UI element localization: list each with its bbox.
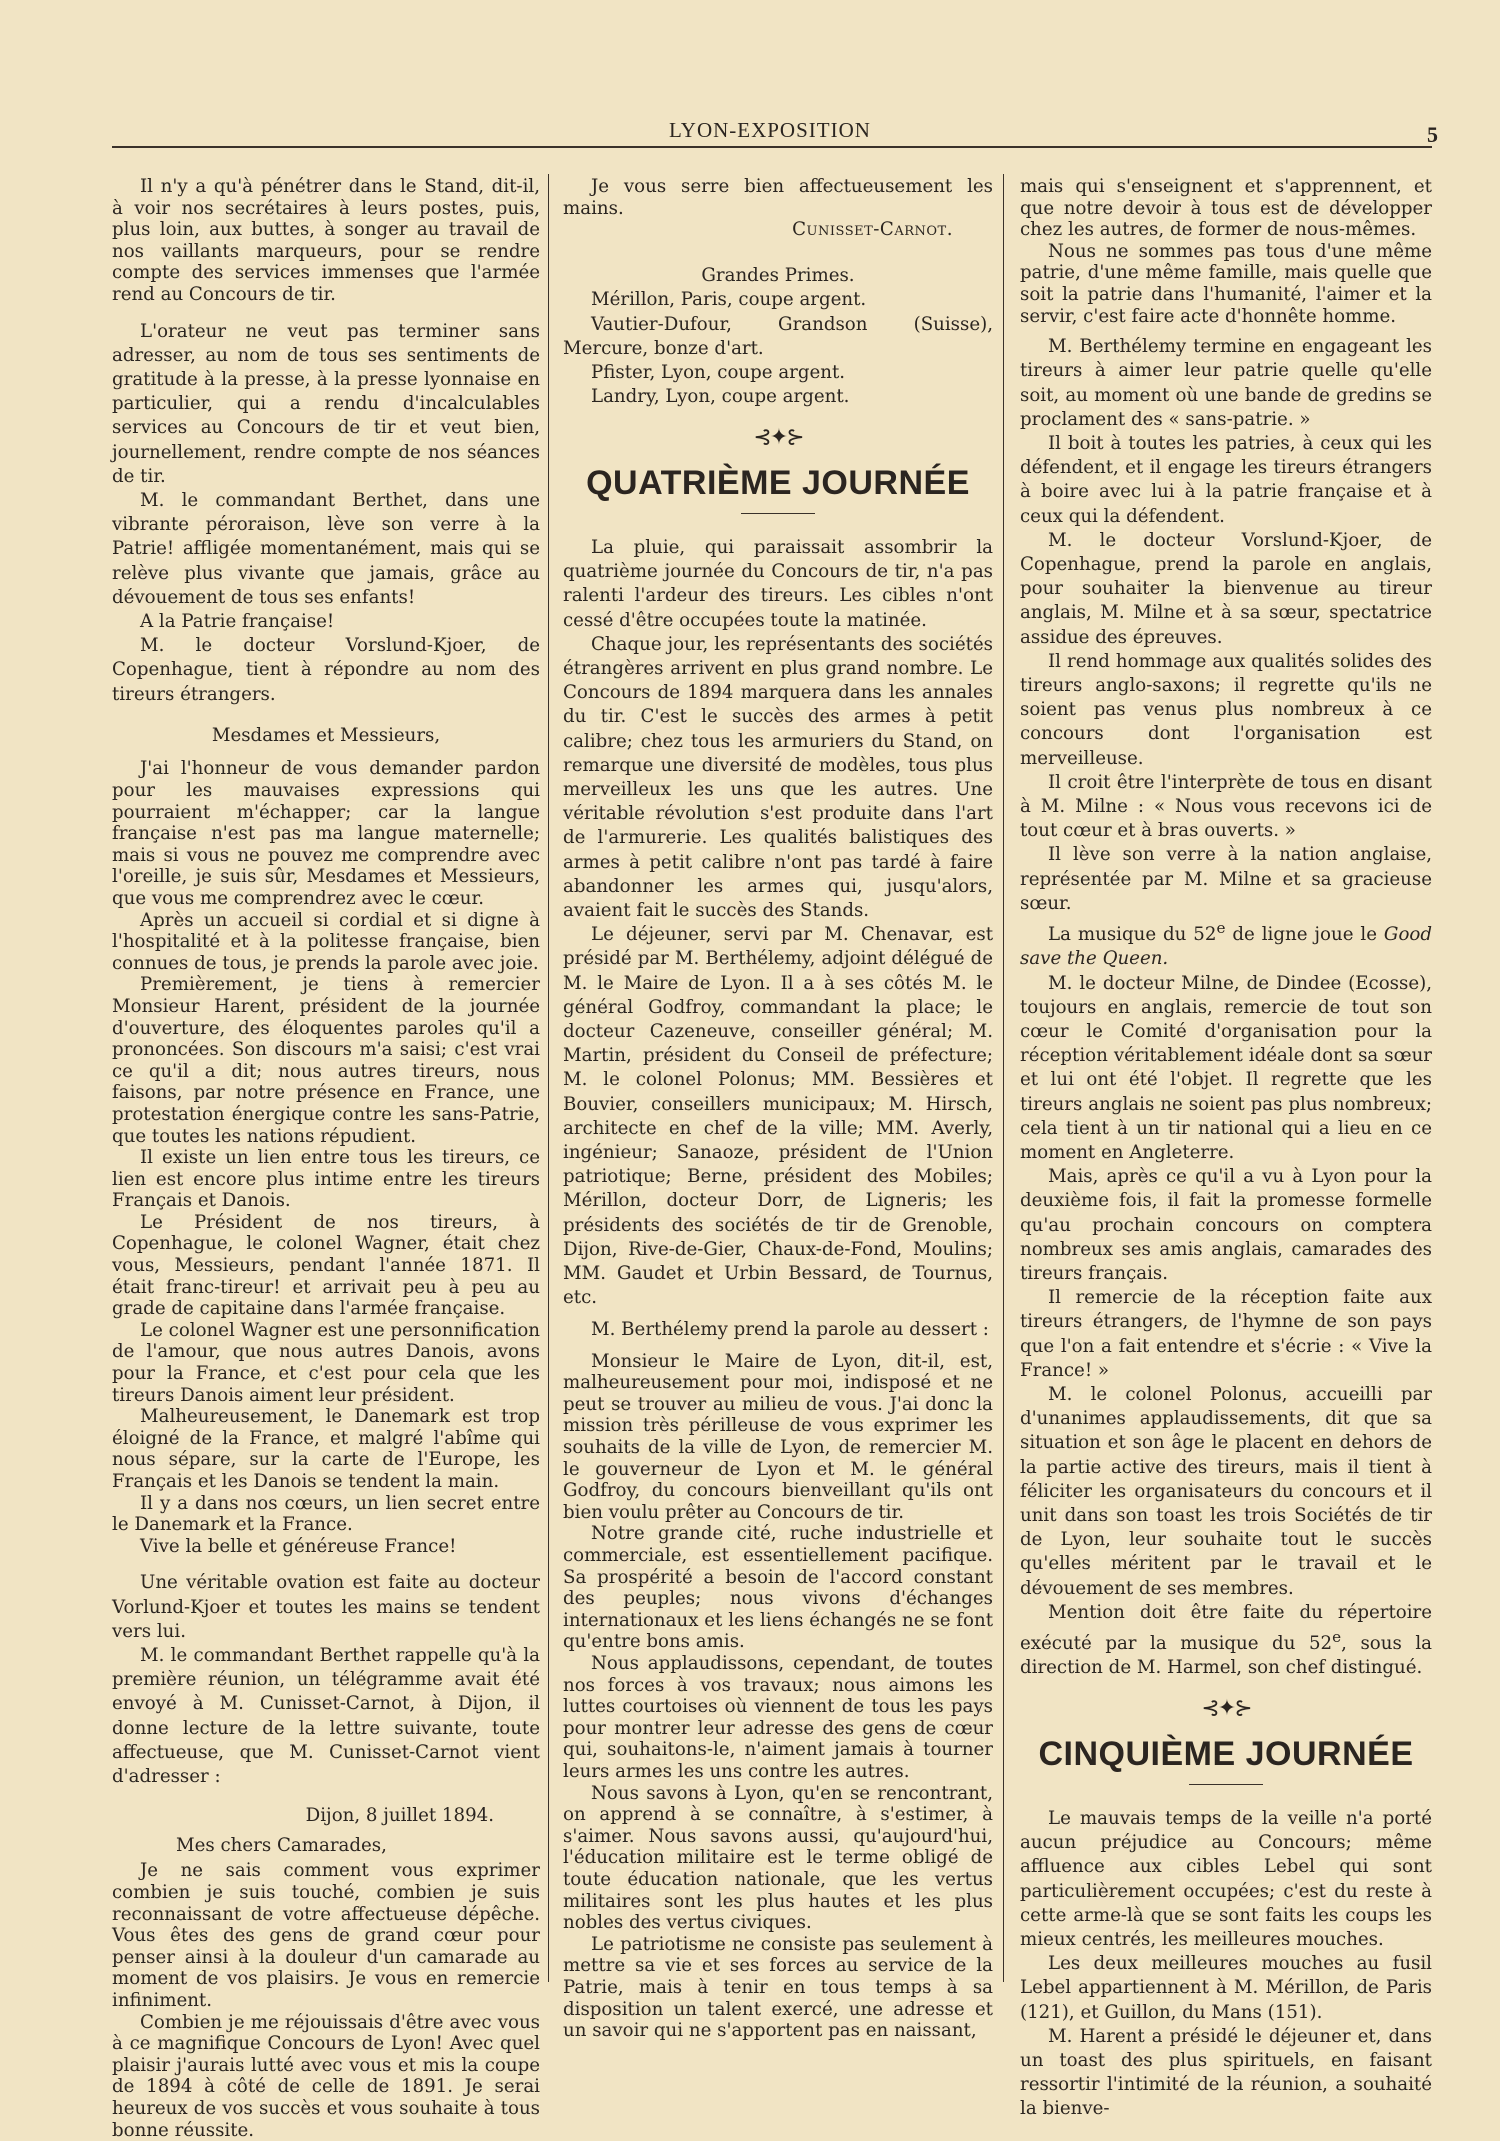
letter-paragraph: Je vous serre bien affectueusement les mains. xyxy=(563,176,993,219)
paragraph-music: La musique du 52e de ligne joue le Good save the Queen. xyxy=(1020,919,1432,970)
paragraph-repertoire: Mention doit être faite du répertoire exécuté par la musique du 52e, sous la direction de M. Harmel, son chef distingué. xyxy=(1020,1601,1432,1679)
speech-paragraph: Le colonel Wagner est une personnification de l'amour, que nous autres Danois, avons pour la France, et c'est pour cela que les tireurs Danois aiment leur président. xyxy=(112,1319,540,1406)
paragraph: M. Berthélemy prend la parole au dessert : xyxy=(591,1319,989,1341)
running-title: LYON-EXPOSITION xyxy=(669,118,871,142)
prime-entry: Vautier-Dufour, Grandson (Suisse), Mercure, bonze d'art. xyxy=(563,313,993,359)
paragraph: M. le commandant Berthet rappelle qu'à la première réunion, un télégramme avait été envoyé à M. Cunisset-Carnot, à Dijon, il donne lecture de la lettre suivante, toute affectueuse, que M. Cunisset-Carnot vient d'adresser : xyxy=(112,1644,540,1787)
speech-paragraph: Premièrement, je tiens à remercier Monsieur Harent, président de la journée d'ouverture, des éloquentes paroles qu'il a prononcées. Son discours m'a saisi; c'est vrai ce qu'il a dit; nous autres tireurs, nous faisons, par notre présence en France, une protestation énergique contre les sans-Patrie, que toutes les nations répudient. xyxy=(112,974,540,1147)
paragraph: M. le docteur Vorslund-Kjoer, de Copenhague, prend la parole en anglais, pour souhaiter la bienvenue au tireur anglais, M. Milne et à sa sœur, spectatrice assidue des épreuves. xyxy=(1020,529,1432,648)
letter-signature: Cunisset-Carnot. xyxy=(792,219,953,241)
paragraph: M. Berthélemy termine en engageant les tireurs à aimer leur patrie quelle qu'elle soit, au moment où une bande de gredins se proclament des « sans-patrie. » xyxy=(1020,336,1432,430)
letter-paragraph: Combien je me réjouissais d'être avec vous à ce magnifique Concours de Lyon! Avec quel plaisir j'aurais lutté avec vous et mis la coupe de 1894 à côté de celle de 1891. Je serai heureux de vos succès et vous souhaite à tous bonne réussite. xyxy=(112,2011,540,2141)
speech-paragraph: mais qui s'enseignent et s'apprennent, et que notre devoir à tous est de développer chez les autres, de former de nous-mêmes. xyxy=(1020,176,1432,241)
paragraph: A la Patrie française! xyxy=(140,611,335,632)
ornament-divider: ⊰✦⊱ xyxy=(1201,1696,1251,1722)
speech-paragraph: Après un accueil si cordial et si digne à l'hospitalité et à la politesse française, bien connues de tous, je prends la parole avec joie. xyxy=(112,909,540,974)
column-divider-2 xyxy=(1003,174,1004,1982)
paragraph: Mais, après ce qu'il a vu à Lyon pour la deuxième fois, il fait la promesse formelle qu'au prochain concours on comptera nombreux ses amis anglais, camarades des tireurs français. xyxy=(1020,1166,1432,1284)
paragraph: Il remercie de la réception faite aux tireurs étrangers, de l'hymne de son pays que l'on a fait entendre et s'écrie : « Vive la France! » xyxy=(1020,1287,1432,1381)
primes-title: Grandes Primes. xyxy=(701,264,855,286)
speech-paragraph: Monsieur le Maire de Lyon, dit-il, est, malheureusement pour moi, indisposé et ne peut se trouver au milieu de vous. J'ai donc la mission très périlleuse de vous exprimer les souhaits de la ville de Lyon, de remercier M. le gouverneur de Lyon et M. le général Godfroy, du concours bienveillant qu'ils ont bien voulu prêter au Concours de tir. xyxy=(563,1350,993,1523)
speech-paragraph: Notre grande cité, ruche industrielle et commerciale, est essentiellement pacifique. Sa prospérité a besoin de l'accord constant des peuples; nous vivons d'échanges internationaux et les liens échangés ne se font qu'entre bons amis. xyxy=(563,1523,993,1653)
paragraph: Le déjeuner, servi par M. Chenavar, est présidé par M. Berthélemy, adjoint délégué de M. le Maire de Lyon. Il a à ses côtés M. le général Godfroy, commandant la place; le docteur Cazeneuve, conseiller général; M. Martin, président du Conseil de préfecture; M. le colonel Polonus; MM. Bessières et Bouvier, conseillers municipaux; M. Hirsch, architecte en chef de la ville; MM. Averly, ingénieur; Sanaoze, président de l'Union patriotique; Berne, président des Mobiles; Mérillon, docteur Dorr, de Ligneris; les présidents des sociétés de tir de Grenoble, Dijon, Rive-de-Gier, Chaux-de-Fond, Moulins; MM. Gaudet et Urbin Bessard, de Tournus, etc. xyxy=(563,924,993,1309)
paragraph: Les deux meilleures mouches au fusil Lebel appartiennent à M. Mérillon, de Paris (121), et Guillon, du Mans (151). xyxy=(1020,1953,1432,2023)
column-divider-1 xyxy=(548,174,549,1982)
speech-paragraph: Nous ne sommes pas tous d'une même patrie, d'une même famille, mais quelle que soit la patrie dans l'humanité, l'aimer et la servir, c'est faire acte d'honnête homme. xyxy=(1020,240,1432,327)
paragraph: M. le colonel Polonus, accueilli par d'unanimes applaudissements, dit que sa situation et son âge le placent en dehors de la partie active des tireurs, mais il tient à féliciter les organisateurs du concours et il unit dans son toast les trois Sociétés de tir de Lyon, leur souhaite tout le succès qu'elles méritent par le travail et le dévouement de ses membres. xyxy=(1020,1383,1432,1599)
speech-paragraph: Nous savons à Lyon, qu'en se rencontrant, on apprend à se connaître, à s'estimer, à s'aimer. Nous savons aussi, qu'aujourd'hui, l'éducation militaire est le terme obligé de toute éducation nationale, que les vertus militaires sont les plus hautes et les plus nobles des vertus civiques. xyxy=(563,1782,993,1934)
column-2 xyxy=(563,176,993,2042)
section-heading: QUATRIÈME JOURNÉE xyxy=(586,463,970,502)
prime-entry: Pfister, Lyon, coupe argent. xyxy=(591,361,846,383)
speech-paragraph: Le patriotisme ne consiste pas seulement à mettre sa vie et ses forces au service de la Patrie, mais à tenir en tous temps à sa disposition un talent exercé, une adresse et un savoir qui ne s'apportent pas en naissant, xyxy=(563,1933,993,2042)
page-number: 5 xyxy=(1427,122,1438,147)
paragraph: L'orateur ne veut pas terminer sans adresser, au nom de tous ses sentiments de gratitude à la presse, à la presse lyonnaise en particulier, qui a rendu d'incalculables services au Concours de tir et veut bien, journellement, rendre compte de nos séances de tir. xyxy=(112,320,540,487)
speech-paragraph: Malheureusement, le Danemark est trop éloigné de la France, et malgré l'abîme qui nous sépare, sur la carte de l'Europe, les Français et les Danois se tendent la main. xyxy=(112,1406,540,1492)
speech-paragraph: Il y a dans nos cœurs, un lien secret entre le Danemark et la France. xyxy=(112,1492,540,1536)
letter-paragraph: Je ne sais comment vous exprimer combien je suis touché, combien je suis reconnaissant de votre affectueuse dépêche. Vous êtes des gens de grand cœur pour penser ainsi à la douleur d'un camarade au moment de vos plaisirs. Je vous en remercie infiniment. xyxy=(112,1860,540,2011)
paragraph: M. le docteur Vorslund-Kjoer, de Copenhague, tient à répondre au nom des tireurs étrangers. xyxy=(112,635,540,705)
paragraph: Le mauvais temps de la veille n'a porté aucun préjudice au Concours; même affluence aux cibles Lebel qui sont particulièrement occupées; c'est du reste à cette arme-là que se sont faits les coups les mieux centrés, les meilleures mouches. xyxy=(1020,1808,1432,1951)
page-header xyxy=(110,118,1438,147)
speech-paragraph: J'ai l'honneur de vous demander pardon pour les mauvaises expressions qui pourraient m'échapper; car la langue française n'est pas ma langue maternelle; mais si vous ne pouvez me comprendre avec l'oreille, je suis sûr, Mesdames et Messieurs, que vous me comprendrez avec le cœur. xyxy=(112,758,540,909)
paragraph: Il lève son verre à la nation anglaise, représentée par M. Milne et sa gracieuse sœur. xyxy=(1020,844,1432,914)
heading-rule xyxy=(1189,1784,1263,1785)
letter-salutation: Mes chers Camarades, xyxy=(176,1834,387,1856)
paragraph: M. le docteur Milne, de Dindee (Ecosse), toujours en anglais, remercie de tout son cœur le Comité d'organisation pour la réception véritablement idéale dont sa sœur et lui ont été l'objet. Il regrette que les tireurs anglais ne soient pas plus nombreux; cela tient à un tir national qui a lieu en ce moment en Angleterre. xyxy=(1020,972,1432,1163)
prime-entry: Mérillon, Paris, coupe argent. xyxy=(591,289,867,311)
paragraph: Une véritable ovation est faite au docteur Vorlund-Kjoer et toutes les mains se tendent vers lui. xyxy=(112,1572,540,1642)
column-3 xyxy=(1020,176,1432,2122)
paragraph: Il croit être l'interprète de tous en disant à M. Milne : « Nous vous recevons ici de tout cœur et à bras ouverts. » xyxy=(1020,771,1432,842)
prime-entry: Landry, Lyon, coupe argent. xyxy=(591,386,850,408)
speech-paragraph: Il existe un lien entre tous les tireurs, ce lien est encore plus intime entre les tireurs Français et Danois. xyxy=(112,1147,540,1212)
column-1 xyxy=(112,176,540,2141)
paragraph: M. le commandant Berthet, dans une vibrante péroraison, lève son verre à la Patrie! affligée momentanément, mais qui se relève plus vivante que jamais, grâce au dévouement de tous ses enfants! xyxy=(112,489,540,608)
ornament-divider: ⊰✦⊱ xyxy=(753,425,803,451)
speech-paragraph: Nous applaudissons, cependant, de toutes nos forces à vos travaux; nous aimons les luttes courtoises où viennent de tous les pays pour montrer leur adresse des gens de cœur qui, souhaitons-le, n'aiment jamais à tourner leurs armes les uns contre les autres. xyxy=(563,1653,993,1782)
paragraph: Il rend hommage aux qualités solides des tireurs anglo-saxons; il regrette qu'ils ne soient pas venus plus nombreux à ce concours dont l'organisation est merveilleuse. xyxy=(1020,650,1432,769)
letter-dateline: Dijon, 8 juillet 1894. xyxy=(305,1805,494,1827)
speech-paragraph: Le Président de nos tireurs, à Copenhague, le colonel Wagner, était chez vous, Messieurs, pendant l'année 1871. Il était franc-tireur! et arrivait peu à peu au grade de capitaine dans l'armée française. xyxy=(112,1211,540,1320)
header-rule xyxy=(112,146,1432,148)
paragraph: Il boit à toutes les patries, à ceux qui les défendent, et il engage les tireurs étrangers à boire avec lui à la patrie française et à ceux qui la défendent. xyxy=(1020,432,1432,527)
paragraph: M. Harent a présidé le déjeuner et, dans un toast des plus spirituels, en faisant ressortir l'intimité de la réunion, a souhaité la bienve- xyxy=(1020,2025,1432,2120)
speech-paragraph: Vive la belle et généreuse France! xyxy=(140,1535,457,1557)
paragraph: Chaque jour, les représentants des sociétés étrangères arrivent en plus grand nombre. Le Concours de 1894 marquera dans les annales du tir. C'est le succès des armes à petit calibre; chez tous les armuriers du Stand, on remarque une diversité de modèles, tous plus merveilleux les uns que les autres. Une véritable révolution s'est produite dans l'art de l'armurerie. Les qualités balistiques des armes à petit calibre n'ont pas tardé à faire abandonner les armes qui, jusqu'alors, avaient fait le succès des Stands. xyxy=(563,633,993,922)
paragraph: Il n'y a qu'à pénétrer dans le Stand, dit-il, à voir nos secrétaires à leurs postes, puis, plus loin, aux buttes, à songer au travail de nos vaillants marqueurs, pour se rendre compte des services immenses que l'armée rend au Concours de tir. xyxy=(112,176,540,305)
section-heading: CINQUIÈME JOURNÉE xyxy=(1038,1735,1414,1774)
heading-rule xyxy=(741,513,815,514)
paragraph: La pluie, qui paraissait assombrir la quatrième journée du Concours de tir, n'a pas ralenti l'ardeur des tireurs. Les cibles n'ont cessé d'être occupées toute la matinée. xyxy=(563,536,993,631)
speech-salutation: Mesdames et Messieurs, xyxy=(211,724,441,746)
